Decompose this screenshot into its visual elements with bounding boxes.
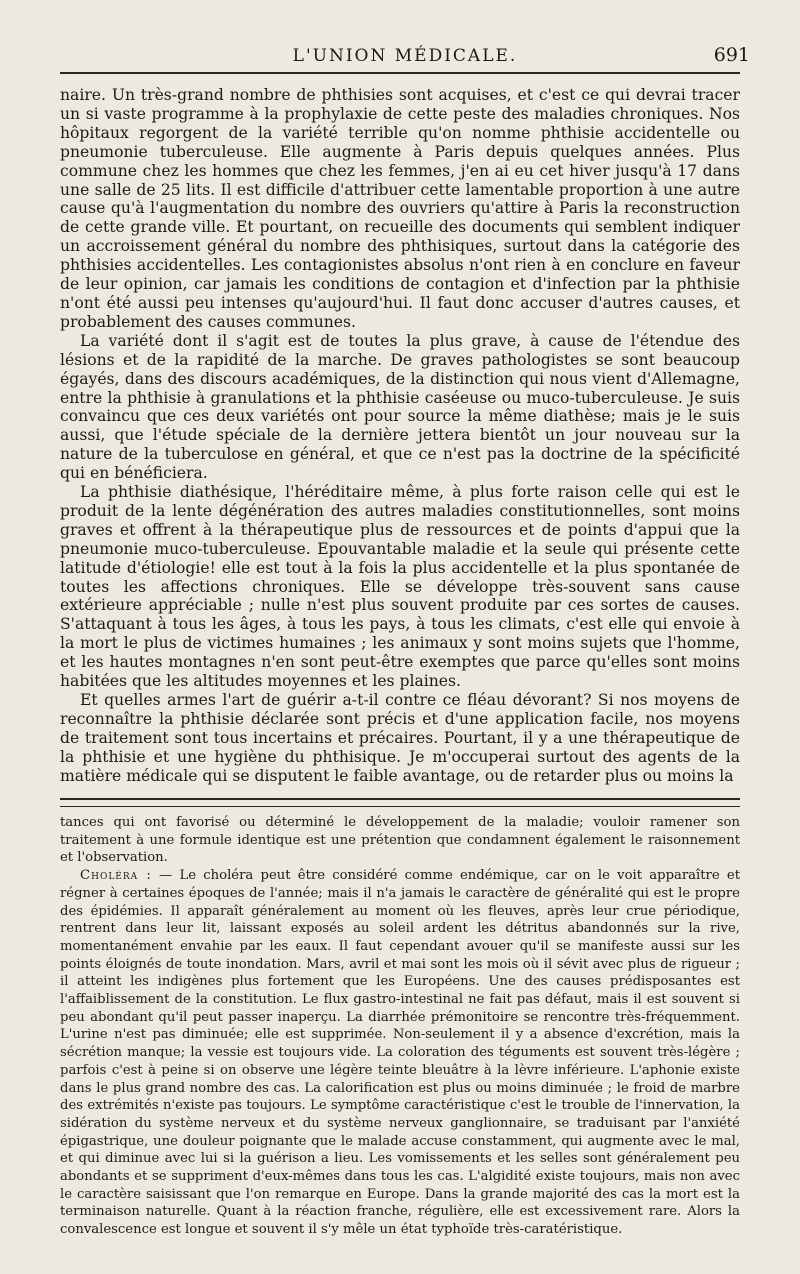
footnote-cholera-text: — Le choléra peut être considéré comme endémique, car on le voit apparaître et régner à certaines époques de l'année; mais il n'a jamais le caractère de généralité qui est le propre des épidémies. Il apparaît généralement au moment où les fleuves, après leur crue périodique, rentrent dans leur lit, laissant exposés au soleil ardent les détritus abandonnés sur la rive, momentanément envahie par les eaux. Il faut cependant avouer qu'il se manifeste aussi sur les points éloignés de toute inondation. Mars, avril et mai sont les mois où il sévit avec plus de rigueur ; il atteint les indigènes plus fortement que les Européens. Une des causes prédisposantes est l'affaiblissement de la constitution. Le flux gastro-intestinal ne fait pas défaut, mais il est souvent si peu abondant qu'il peut passer inaperçu. La diarrhée prémonitoire se rencontre très-fréquemment. L'urine n'est pas diminuée; elle est supprimée. Non-seulement il y a absence d'excrétion, mais la sécrétion manque; la vessie est toujours vide. La coloration des téguments est souvent très-légère ; parfois c'est à peine si on observe une légère teinte bleuâtre à la lèvre inférieure. L'aphonie existe dans le plus grand nombre des cas. La calorification est plus ou moins diminuée ; le froid de marbre des extrémités n'existe pas toujours. Le symptôme caractéristique c'est le trouble de l'innervation, la sidération du système nerveux et du système nerveux ganglionnaire, se traduisant par l'anxiété épigastrique, une douleur poignante que le malade accuse constamment, qui augmente avec le mal, et qui diminue avec lui si la guérison a lieu. Les vomissements et les selles sont généralement peu abondants et se suppriment d'eux-mêmes dans tous les cas. L'algidité existe toujours, mais non avec le caractère saisissant que l'on remarque en Europe. Dans la grande majorité des cas la mort est la terminaison naturelle. Quant à la réaction franche, régulière, elle est excessivement rare. Alors la convalescence est longue et souvent il s'y mêle un état typhoïde très-caratéristique. <box>60 868 741 1238</box>
running-title: L'UNION MÉDICALE. <box>292 46 518 66</box>
body-paragraph: La phthisie diathésique, l'héréditaire même, à plus forte raison celle qui est le produit de la lente dégénération des autres maladies constitutionnelles, sont moins graves et offrent à la thérapeutique plus de ressources et de points d'appui que la pneumonie muco-tuberculeuse. Epouvantable maladie et la seule qui présente cette latitude d'étiologie! elle est tout à la fois la plus accidentelle et la plus spontanée de toutes les affections chroniques. Elle se développe très-souvent sans cause extérieure appréciable ; nulle n'est plus souvent produite par ces sortes de causes. S'attaquant à tous les âges, à tous les pays, à tous les climats, c'est elle qui envoie à la mort le plus de victimes humaines ; les animaux y sont moins sujets que l'homme, et les hautes montagnes n'en sont peut-être exemptes que parce qu'elles sont moins habitées que les altitudes moyennes et les plaines. <box>60 483 740 691</box>
body-paragraph: La variété dont il s'agit est de toutes la plus grave, à cause de l'étendue des lésions et de la rapidité de la marche. De graves pathologistes se sont beaucoup égayés, dans des discours académiques, de la distinction qui nous vient d'Allemagne, entre la phthisie à granulations et la phthisie caséeuse ou muco-tuberculeuse. Je suis convaincu que ces deux variétés ont pour source la même diathèse; mais je le suis aussi, que l'étude spéciale de la dernière jettera bientôt un jour nouveau sur la nature de la tuberculose en général, et que ce n'est pas la doctrine de la spécificité qui en bénéficiera. <box>60 331 740 483</box>
page-header <box>60 40 750 72</box>
footnote-cholera <box>60 867 740 1239</box>
header-rule <box>60 72 740 74</box>
footnotes <box>60 814 740 1239</box>
footnote-cholera-label: Choléra : <box>80 868 152 884</box>
page-number: 691 <box>713 44 750 66</box>
footnote-rule <box>60 798 740 807</box>
footnote-continuation: tances qui ont favorisé ou déterminé le développement de la maladie; vouloir ramener son traitement à une formule identique est une prétention que condamnent également le raisonnement et l'observation. <box>60 815 740 866</box>
main-text <box>60 86 740 786</box>
body-paragraph: Et quelles armes l'art de guérir a-t-il contre ce fléau dévorant? Si nos moyens de reconnaître la phthisie déclarée sont précis et d'une application facile, nos moyens de traitement sont tous incertains et précaires. Pourtant, il y a une thérapeutique de la phthisie et une hygiène du phthisique. Je m'occuperai surtout des agents de la matière médicale qui se disputent le faible avantage, ou de retarder plus ou moins la <box>60 691 740 785</box>
body-paragraph: naire. Un très-grand nombre de phthisies sont acquises, et c'est ce qui devrai tracer un si vaste programme à la prophylaxie de cette peste des maladies chroniques. Nos hôpitaux regorgent de la variété terrible qu'on nomme phthisie accidentelle ou pneumonie tuberculeuse. Elle augmente à Paris depuis quelques années. Plus commune chez les hommes que chez les femmes, j'en ai eu cet hiver jusqu'à 17 dans une salle de 25 lits. Il est difficile d'attribuer cette lamentable proportion à une autre cause qu'à l'augmentation du nombre des ouvriers qu'attire à Paris la reconstruction de cette grande ville. Et pourtant, on recueille des documents qui semblent indiquer un accroissement général du nombre des phthisiques, surtout dans la catégorie des phthisies accidentelles. Les contagionistes absolus n'ont rien à en conclure en faveur de leur opinion, car jamais les conditions de contagion et d'infection par la phthisie n'ont été aussi peu intenses qu'aujourd'hui. Il faut donc accuser d'autres causes, et probablement des causes communes. <box>60 86 740 331</box>
